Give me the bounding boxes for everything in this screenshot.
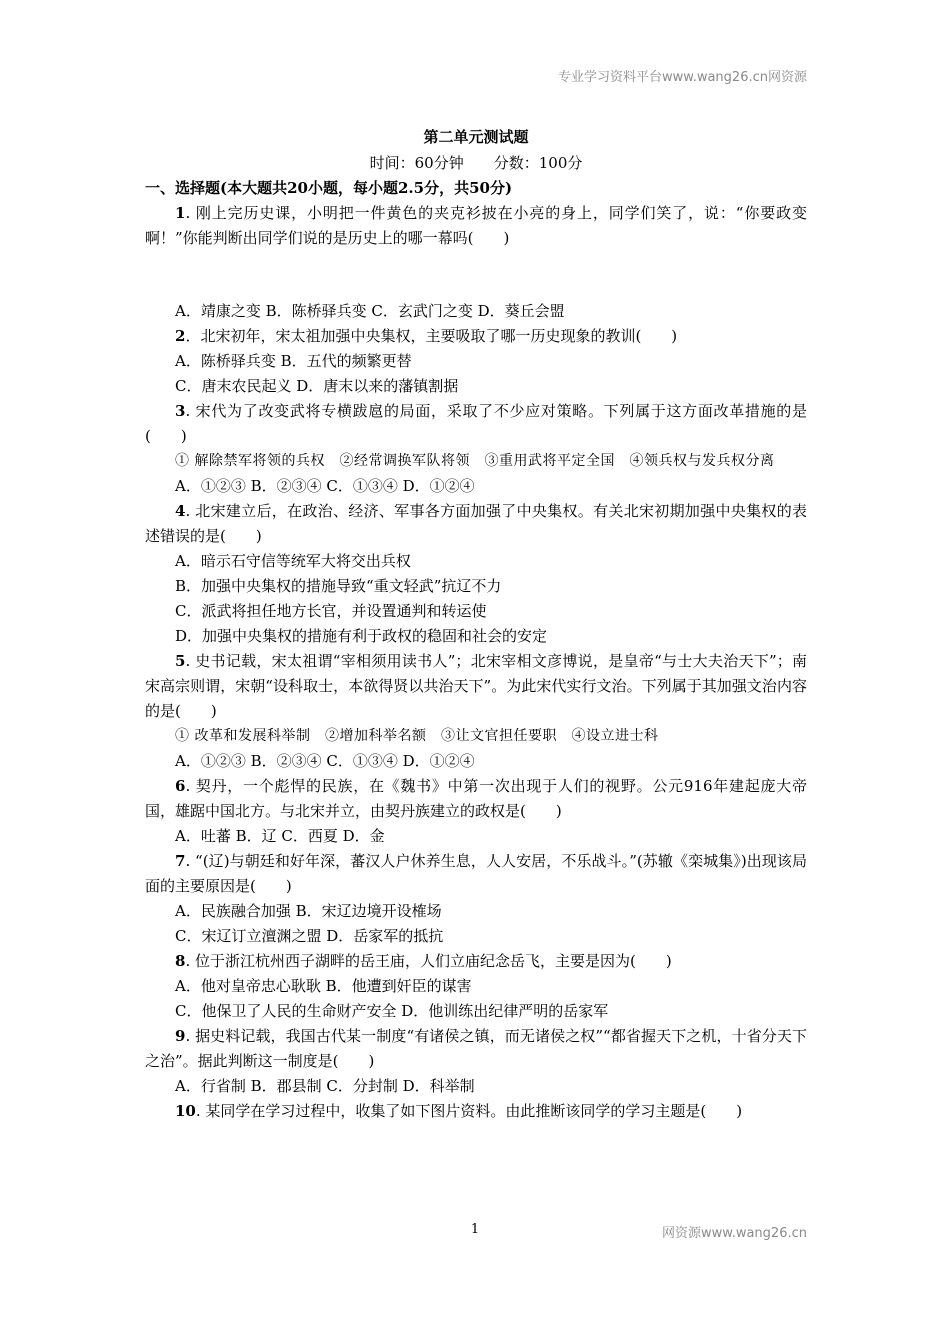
question-number: 2 [175,327,186,345]
question-stem: . 史书记载，宋太祖谓“宰相须用读书人”；北宋宰相文彦博说，是皇帝“与士大夫治天下”；南宋高宗则谓，宋朝“设科取士，本欲得贤以共治天下”。为此宋代实行文治。下列属于其加强文治内容的是( ) [145,652,807,720]
question-stem: . 据史料记载，我国古代某一制度“有诸侯之镇，而无诸侯之权”“都省握天下之机，十省分天下之治”。据此判断这一制度是( ) [145,1027,807,1070]
footer-watermark: 网资源www.wang26.cn [662,1226,807,1241]
question-stem: . 北宋建立后，在政治、经济、军事各方面加强了中央集权。有关北宋初期加强中央集权的表述错误的是( ) [145,502,807,545]
question-2-options-row-2: C．唐末农民起义 D．唐末以来的藩镇割据 [175,377,459,395]
question-1 [145,201,807,251]
section-heading: 一、选择题(本大题共20小题，每小题2.5分，共50分) [145,179,513,197]
question-stem: . 契丹，一个彪悍的民族，在《魏书》中第一次出现于人们的视野。公元916年建起庞大帝国，雄踞中国北方。与北宋并立，由契丹族建立的政权是( ) [145,777,807,820]
question-7 [145,849,807,899]
question-3-options: A．①②③ B．②③④ C．①③④ D．①②④ [175,477,475,495]
question-2-options-row-1: A．陈桥驿兵变 B．五代的频繁更替 [175,352,412,370]
blank-space [145,251,807,299]
question-6 [145,774,807,824]
question-stem: . 位于浙江杭州西子湖畔的岳王庙，人们立庙纪念岳飞，主要是因为( ) [185,952,672,970]
question-10 [145,1099,807,1124]
question-number: 8 [175,952,186,970]
question-1-options: A．靖康之变 B．陈桥驿兵变 C．玄武门之变 D．葵丘会盟 [175,302,565,320]
header-watermark: 专业学习资料平台www.wang26.cn网资源 [558,70,807,85]
question-number: 4 [175,502,186,520]
question-7-options-row-2: C．宋辽订立澶渊之盟 D．岳家军的抵抗 [175,927,444,945]
question-number: 10 [175,1102,196,1120]
question-8-options-row-2: C．他保卫了人民的生命财产安全 D．他训练出纪律严明的岳家军 [175,1002,609,1020]
question-2 [145,324,807,349]
question-number: 1 [175,204,186,222]
question-5-options: A．①②③ B．②③④ C．①③④ D．①②④ [175,752,475,770]
question-number: 7 [175,852,186,870]
question-4-option-b: B．加强中央集权的措施导致“重文轻武”抗辽不力 [175,577,502,595]
question-9 [145,1024,807,1074]
question-stem: . “(辽)与朝廷和好年深，蕃汉人户休养生息，人人安居，不乐战斗。”(苏辙《栾城集》)出现该局面的主要原因是( ) [145,852,807,895]
question-stem: . 宋代为了改变武将专横跋扈的局面，采取了不少应对策略。下列属于这方面改革措施的是( ) [145,402,807,445]
question-number: 5 [175,652,186,670]
question-4-option-a: A．暗示石守信等统军大将交出兵权 [175,552,411,570]
question-5 [145,649,807,724]
question-number: 6 [175,777,186,795]
exam-subtitle: 时间：60分钟 分数：100分 [369,154,583,172]
question-number: 3 [175,402,186,420]
question-stem: . 刚上完历史课，小明把一件黄色的夹克衫披在小亮的身上，同学们笑了，说：“你要政变啊！”你能判断出同学们说的是历史上的哪一幕吗( ) [145,204,807,247]
question-7-options-row-1: A．民族融合加强 B．宋辽边境开设榷场 [175,902,442,920]
question-8 [145,949,807,974]
question-9-options: A．行省制 B．郡县制 C．分封制 D．科举制 [175,1077,475,1095]
exam-title: 第二单元测试题 [423,128,529,146]
question-3-items: ① 解除禁军将领的兵权 ②经常调换军队将领 ③重用武将平定全国 ④领兵权与发兵权分离 [175,453,775,469]
question-4-option-d: D．加强中央集权的措施有利于政权的稳固和社会的安定 [175,627,548,645]
exam-content [145,124,807,1124]
question-stem: . 某同学在学习过程中，收集了如下图片资料。由此推断该同学的学习主题是( ) [195,1102,743,1120]
question-number: 9 [175,1027,186,1045]
question-6-options: A．吐蕃 B．辽 C．西夏 D．金 [175,827,385,845]
question-4-option-c: C．派武将担任地方长官，并设置通判和转运使 [175,602,487,620]
question-8-options-row-1: A．他对皇帝忠心耿耿 B．他遭到奸臣的谋害 [175,977,472,995]
question-5-items: ① 改革和发展科举制 ②增加科举名额 ③让文官担任要职 ④设立进士科 [175,728,659,744]
question-3 [145,399,807,449]
question-stem: ．北宋初年，宋太祖加强中央集权，主要吸取了哪一历史现象的教训( ) [185,327,678,345]
page-number: 1 [470,1222,480,1237]
question-4 [145,499,807,549]
